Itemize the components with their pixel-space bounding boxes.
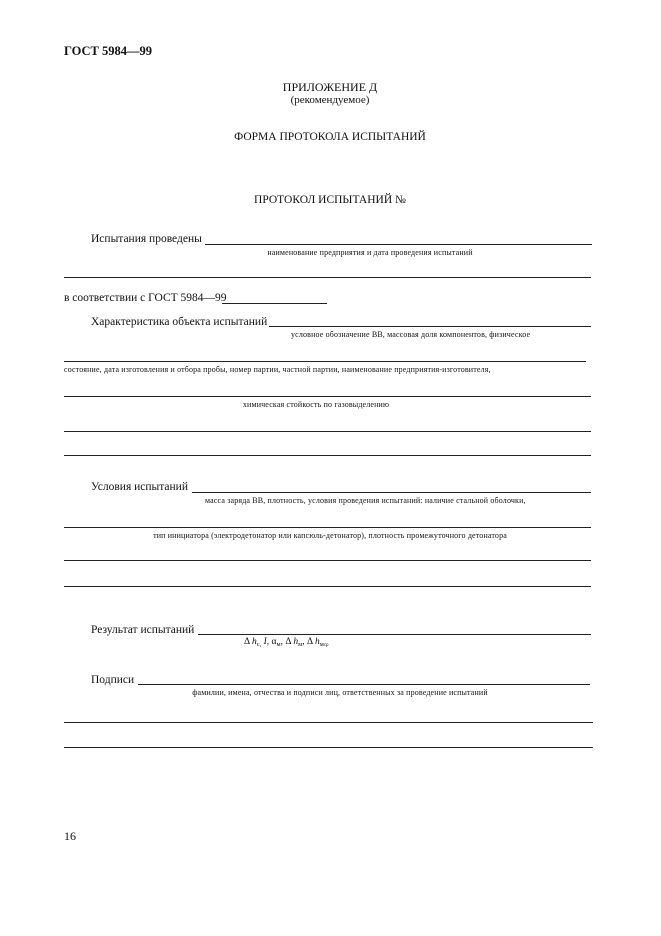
signatures-label: Подписи [91,674,135,686]
result-caption-formula: Δ $h_{с,}$ I, $\alpha_м$, Δ $h_м$, Δ $h_{мср}$ [244,637,329,648]
signatures-line-3[interactable] [64,747,593,748]
signatures-line-2[interactable] [64,722,593,723]
characteristic-line-4[interactable] [64,431,591,432]
conditions-line-4[interactable] [64,586,591,587]
conditions-caption-1: масса заряда ВВ, плотность, условия проведения испытаний: наличие стальной оболочки, [205,496,526,505]
appendix-note: (рекомендуемое) [290,94,370,106]
characteristic-line-2[interactable] [64,361,586,362]
standard-line[interactable] [222,303,327,304]
characteristic-line-5[interactable] [64,455,591,456]
form-title: ФОРМА ПРОТОКОЛА ИСПЫТАНИЙ [234,131,426,143]
signatures-line-1[interactable] [138,684,590,685]
result-line[interactable] [198,634,591,635]
protocol-title: ПРОТОКОЛ ИСПЫТАНИЙ № [254,194,406,206]
characteristic-line-1[interactable] [269,326,591,327]
conducted-line-2[interactable] [64,277,591,278]
appendix-title: ПРИЛОЖЕНИЕ Д [282,80,378,94]
characteristic-caption-2: состояние, дата изготовления и отбора пробы, номер партии, частной партии, наименование предприятия-изготовителя, [64,365,491,374]
conditions-line-2[interactable] [64,527,591,528]
conditions-line-1[interactable] [192,492,591,493]
conditions-caption-2: тип инициатора (электродетонатор или капсюль-детонатор), плотность промежуточного детонатора [153,531,507,540]
conducted-line[interactable] [205,244,592,245]
result-label: Результат испытаний [91,624,195,636]
conducted-caption: наименование предприятия и дата проведения испытаний [267,248,473,257]
conditions-line-3[interactable] [64,560,591,561]
page-number: 16 [64,829,76,843]
standard-label: в соответствии с ГОСТ 5984—99 [64,292,227,304]
characteristic-line-3[interactable] [64,396,591,397]
conducted-label: Испытания проведены [91,233,202,245]
conditions-label: Условия испытаний [91,481,188,493]
characteristic-caption-3: химическая стойкость по газовыделению [242,400,390,409]
document-id: ГОСТ 5984—99 [64,44,153,58]
signatures-caption: фамилии, имена, отчества и подписи лиц, ответственных за проведение испытаний [192,688,488,697]
characteristic-caption-1: условное обозначение ВВ, массовая доля компонентов, физическое [291,330,531,339]
characteristic-label: Характеристика объекта испытаний [91,316,268,328]
